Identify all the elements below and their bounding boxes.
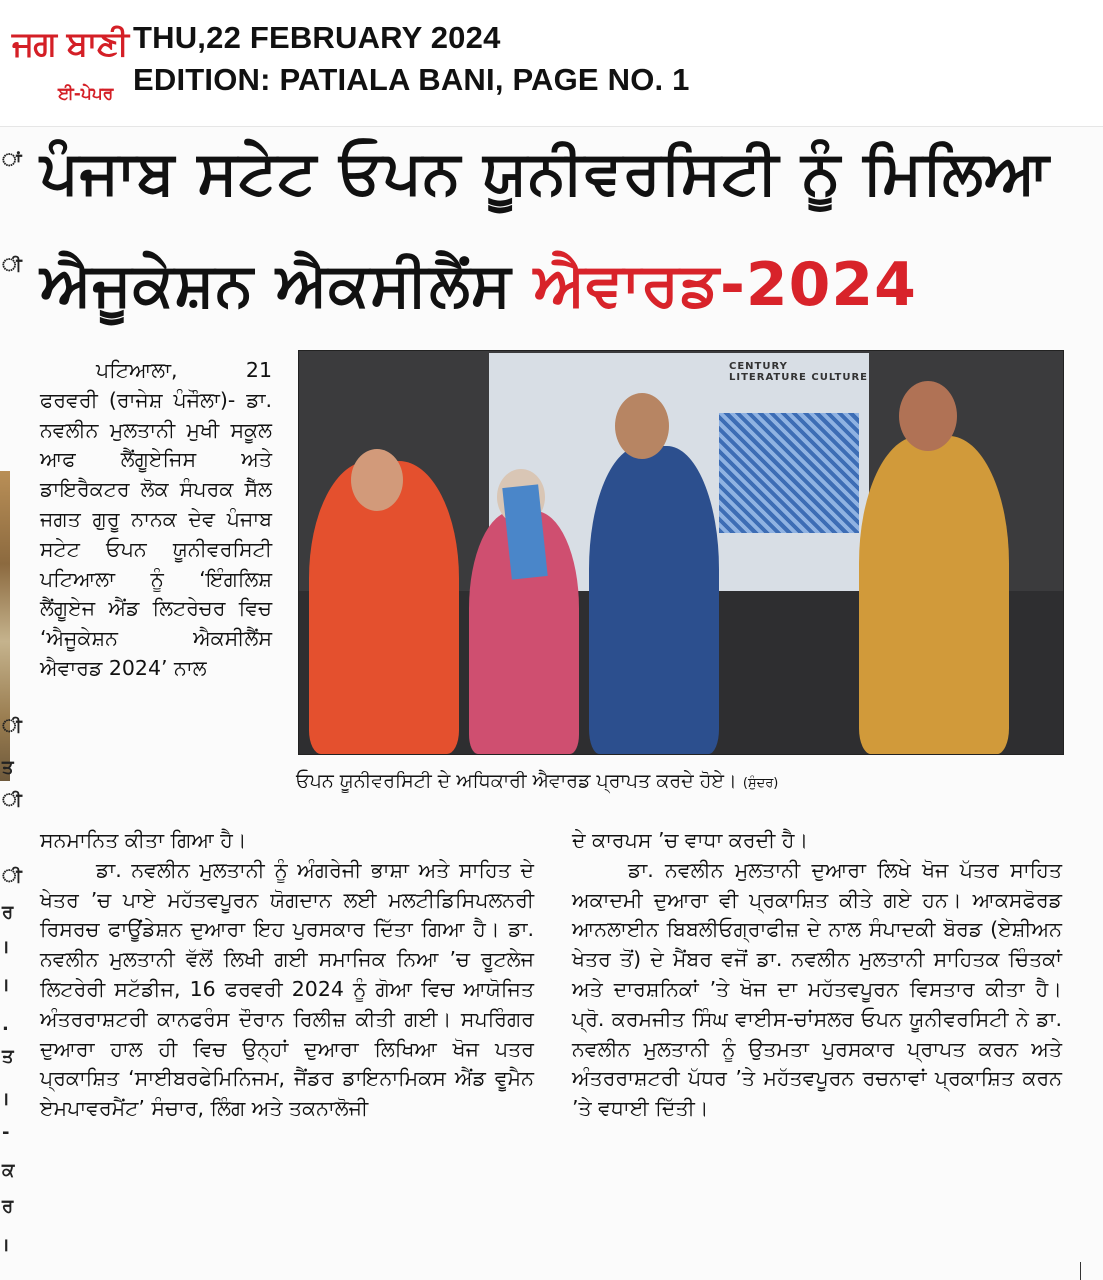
headline-black-part: ਐਜੂਕੇਸ਼ਨ ਐਕਸੀਲੈਂਸ xyxy=(40,250,512,320)
strip-char: ਤ xyxy=(2,1046,14,1067)
strip-char: ਤ xyxy=(2,757,14,778)
photo-credit: (ਸੁੰਦਰ) xyxy=(742,776,779,791)
strip-char: ਕ xyxy=(2,1160,15,1181)
screen-book-cover xyxy=(719,413,859,533)
screen-text: CENTURY LITERATURE CULTURE xyxy=(729,361,869,383)
strip-char: । xyxy=(2,1089,9,1110)
edition-date: THU,22 FEBRUARY 2024 xyxy=(133,20,501,55)
strip-char: . xyxy=(2,1014,9,1035)
strip-char: । xyxy=(2,975,9,996)
person-head xyxy=(615,393,669,459)
strip-char: ਰ xyxy=(2,902,14,923)
strip-char: ੀ xyxy=(2,716,22,737)
column-b-text: ਡਾ. ਨਵਲੀਨ ਮੁਲਤਾਨੀ ਨੂੰ ਅੰਗਰੇਜੀ ਭਾਸ਼ਾ ਅਤੇ ਸਾਹਿਤ ਦੇ ਖੇਤਰ ’ਚ ਪਾਏ ਮਹੱਤਵਪੂਰਨ ਯੋਗਦਾਨ ਲਈ ਮਲਟੀਡਿਸਿਪਲਨਰੀ ਰਿਸਰਚ ਫਾਊਂਡੇਸ਼ਨ ਦੁਆਰਾ ਇਹ ਪੁਰਸਕਾਰ ਦਿੱਤਾ ਗਿਆ ਹੈ। ਡਾ. ਨਵਲੀਨ ਮੁਲਤਾਨੀ ਵੱਲੋਂ ਲਿਖੀ ਗਈ ਸਮਾਜਿਕ ਨਿਆ ’ਚ ਰੂਟਲੇਜ ਲਿਟਰੇਰੀ ਸਟੱਡੀਜ, 16 ਫਰਵਰੀ 2024 ਨੂੰ ਗੋਆ ਵਿਚ ਆਯੋਜਿਤ ਅੰਤਰਰਾਸ਼ਟਰੀ ਕਾਨਫਰੰਸ ਦੌਰਾਨ ਰਿਲੀਜ਼ ਕੀਤੀ ਗਈ। ਸਪਰਿੰਗਰ ਦੁਆਰਾ ਹਾਲ ਹੀ ਵਿਚ ਉਨ੍ਹਾਂ ਦੁਆਰਾ ਲਿਖਿਆ ਖੋਜ ਪਤਰ ਪ੍ਰਕਾਸ਼ਿਤ ‘ਸਾਈਬਰਫੇਮਿਨਿਜਮ, ਜੈਂਡਰ ਡਾਇਨਾਮਿਕਸ ਐਂਡ ਵੂਮੈਨ ਏਮਪਾਵਰਮੈਂਟ’ ਸੰਚਾਰ, ਲਿੰਗ ਅਤੇ ਤਕਨਾਲੋਜੀ xyxy=(40,857,534,1121)
logo-wordmark: ਜਗ ਬਾਣੀ xyxy=(12,24,129,64)
photo-caption xyxy=(296,770,1076,792)
news-photo xyxy=(298,350,1064,755)
strip-char: - xyxy=(2,1122,10,1143)
strip-char: ੀ xyxy=(2,790,22,811)
article-column-c xyxy=(572,826,1062,1124)
edition-page-info: EDITION: PATIALA BANI, PAGE NO. 1 xyxy=(133,62,690,97)
strip-char: ਾਂ xyxy=(2,150,22,171)
article-column-b xyxy=(40,826,534,1124)
column-c-paragraph-1: ਦੇ ਕਾਰਪਸ ’ਚ ਵਾਧਾ ਕਰਦੀ ਹੈ। xyxy=(572,828,809,852)
logo-subtitle: ਈ-ਪੇਪਰ xyxy=(58,84,114,104)
column-divider xyxy=(1080,1262,1081,1280)
jagbani-logo[interactable] xyxy=(12,24,129,116)
column-b-paragraph-1: ਸਨਮਾਨਿਤ ਕੀਤਾ ਗਿਆ ਹੈ। xyxy=(40,828,247,852)
person-head xyxy=(351,449,403,511)
article-column-a xyxy=(40,356,272,684)
headline-line-1: ਪੰਜਾਬ ਸਟੇਟ ਓਪਨ ਯੂਨੀਵਰਸਿਟੀ ਨੂੰ ਮਿਲਿਆ xyxy=(40,138,1051,208)
strip-char: । xyxy=(2,1235,9,1256)
caption-text: ਓਪਨ ਯੂਨੀਵਰਸਿਟੀ ਦੇ ਅਧਿਕਾਰੀ ਐਵਾਰਡ ਪ੍ਰਾਪਤ ਕਰਦੇ ਹੋਏ। xyxy=(296,770,737,792)
person-blue-shirt xyxy=(589,446,719,754)
column-c-text: ਡਾ. ਨਵਲੀਨ ਮੁਲਤਾਨੀ ਦੁਆਰਾ ਲਿਖੇ ਖੋਜ ਪੱਤਰ ਸਾਹਿਤ ਅਕਾਦਮੀ ਦੁਆਰਾ ਵੀ ਪ੍ਰਕਾਸ਼ਿਤ ਕੀਤੇ ਗਏ ਹਨ। ਆਕਸਫੋਰਡ ਆਨਲਾਈਨ ਬਿਬਲੀਓਗ੍ਰਾਫੀਜ਼ ਦੇ ਨਾਲ ਸੰਪਾਦਕੀ ਬੋਰਡ (ਏਸ਼ੀਅਨ ਖੇਤਰ ਤੋਂ) ਦੇ ਮੈਂਬਰ ਵਜੋਂ ਡਾ. ਨਵਲੀਨ ਮੁਲਤਾਨੀ ਸਾਹਿਤਕ ਚਿੰਤਕਾਂ ਅਤੇ ਦਾਰਸ਼ਨਿਕਾਂ ’ਤੇ ਖੋਜ ਦਾ ਮਹੱਤਵਪੂਰਨ ਵਿਸਤਾਰ ਕੀਤਾ ਹੈ। ਪ੍ਰੋ. ਕਰਮਜੀਤ ਸਿੰਘ ਵਾਈਸ-ਚਾਂਸਲਰ ਓਪਨ ਯੂਨੀਵਰਸਿਟੀ ਨੇ ਡਾ. ਨਵਲੀਨ ਮੁਲਤਾਨੀ ਨੂੰ ਉਤਮਤਾ ਪੁਰਸਕਾਰ ਪ੍ਰਾਪਤ ਕਰਨ ਅਤੇ ਅੰਤਰਰਾਸ਼ਟਰੀ ਪੱਧਰ ’ਤੇ ਮਹੱਤਵਪੂਰਨ ਰਚਨਾਵਾਂ ਪ੍ਰਕਾਸ਼ਿਤ ਕਰਨ ’ਤੇ ਵਧਾਈ ਦਿੱਤੀ। xyxy=(572,857,1062,1121)
person-head xyxy=(899,381,957,451)
headline-line-2 xyxy=(40,250,917,320)
column-c-paragraph-2 xyxy=(572,856,1062,1124)
column-b-paragraph-2 xyxy=(40,856,534,1124)
article-intro-paragraph xyxy=(40,356,272,684)
strip-char: ਰ xyxy=(2,1196,14,1217)
strip-char: ੀ xyxy=(2,866,22,887)
column-a-text: ਪਟਿਆਲਾ, 21 ਫਰਵਰੀ (ਰਾਜੇਸ਼ ਪੰਜੌਲਾ)- ਡਾ. ਨਵਲੀਨ ਮੁਲਤਾਨੀ ਮੁਖੀ ਸਕੂਲ ਆਫ ਲੈਂਗੂਏਜਿਸ ਅਤੇ ਡਾਇਰੈਕਟਰ ਲੋਕ ਸੰਪਰਕ ਸੈੱਲ ਜਗਤ ਗੁਰੂ ਨਾਨਕ ਦੇਵ ਪੰਜਾਬ ਸਟੇਟ ਓਪਨ ਯੂਨੀਵਰਸਿਟੀ ਪਟਿਆਲਾ ਨੂੰ ‘ਇੰਗਲਿਸ਼ ਲੈਂਗੂਏਜ ਐਂਡ ਲਿਟਰੇਚਰ ਵਿਚ ‘ਐਜੂਕੇਸ਼ਨ ਐਕਸੀਲੈਂਸ ਐਵਾਰਡ 2024’ ਨਾਲ xyxy=(40,358,272,680)
strip-char: ੀ xyxy=(2,255,22,276)
strip-char: । xyxy=(2,937,9,958)
person-with-microphone xyxy=(859,436,1009,754)
headline-red-part: ਐਵਾਰਡ-2024 xyxy=(533,250,917,320)
epaper-header xyxy=(0,0,1103,127)
